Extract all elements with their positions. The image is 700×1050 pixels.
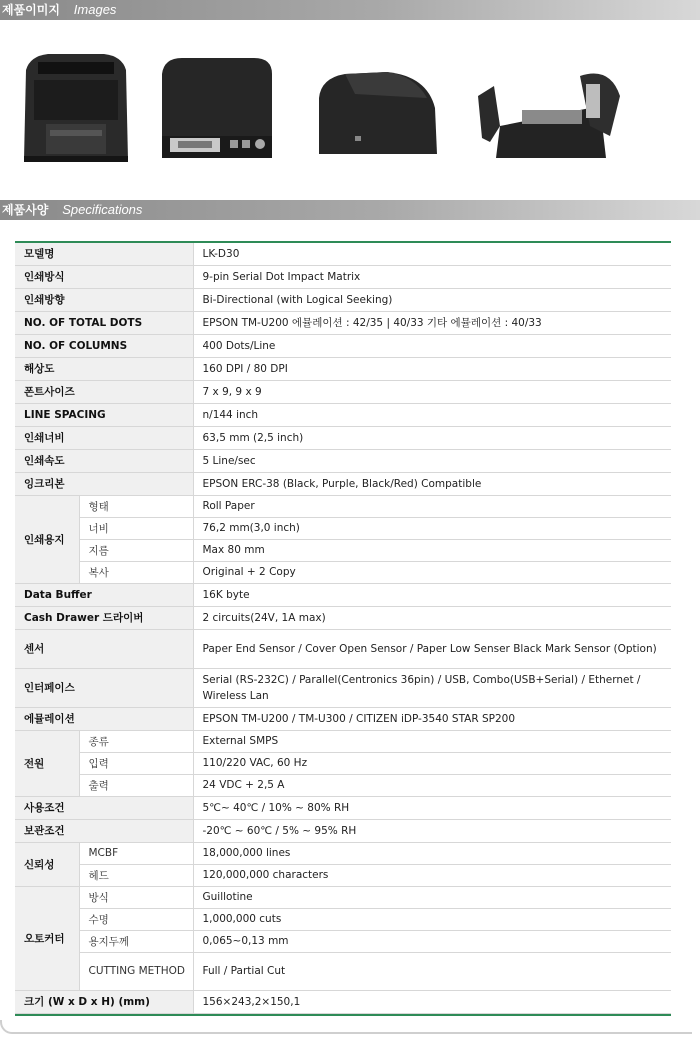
spec-value: Max 80 mm <box>193 539 671 561</box>
spec-label: LINE SPACING <box>15 403 193 426</box>
spec-label: 인쇄속도 <box>15 449 193 472</box>
images-title-en: Images <box>73 2 117 17</box>
spec-label: 인쇄너비 <box>15 426 193 449</box>
table-row <box>15 730 671 752</box>
printer-front-image <box>20 48 132 166</box>
table-row <box>15 357 671 380</box>
table-row <box>15 842 671 864</box>
table-row <box>15 472 671 495</box>
spec-value: 7 x 9, 9 x 9 <box>193 380 671 403</box>
spec-label: 인쇄방식 <box>15 265 193 288</box>
spec-label: 인터페이스 <box>15 668 193 707</box>
table-row <box>15 495 671 517</box>
spec-value: 24 VDC + 2,5 A <box>193 774 671 796</box>
spec-value: 5 Line/sec <box>193 449 671 472</box>
table-row <box>15 517 671 539</box>
spec-value: 16K byte <box>193 583 671 606</box>
table-row <box>15 243 671 265</box>
table-row <box>15 908 671 930</box>
spec-value: Serial (RS-232C) / Parallel(Centronics 36pin) / USB, Combo(USB+Serial) / Ethernet / Wireless Lan <box>193 668 671 707</box>
table-bottom-rule <box>15 1014 671 1016</box>
spec-value: Paper End Sensor / Cover Open Sensor / Paper Low Senser Black Mark Sensor (Option) <box>193 629 671 668</box>
spec-label: 센서 <box>15 629 193 668</box>
table-row <box>15 930 671 952</box>
spec-table-wrapper <box>15 241 671 1016</box>
spec-label: 보관조건 <box>15 819 193 842</box>
spec-value: 120,000,000 characters <box>193 864 671 886</box>
spec-label: 해상도 <box>15 357 193 380</box>
spec-value: Full / Partial Cut <box>193 952 671 990</box>
spec-value: 400 Dots/Line <box>193 334 671 357</box>
spec-value: 156×243,2×150,1 <box>193 990 671 1013</box>
spec-label: NO. OF TOTAL DOTS <box>15 311 193 334</box>
spec-label: 모델명 <box>15 243 193 265</box>
spec-sub-label: CUTTING METHOD <box>79 952 193 990</box>
specs-section-header <box>0 200 700 220</box>
spec-sub-label: 복사 <box>79 561 193 583</box>
spec-value: Original + 2 Copy <box>193 561 671 583</box>
table-row <box>15 752 671 774</box>
spec-value: n/144 inch <box>193 403 671 426</box>
page-frame-corner <box>0 1020 692 1034</box>
spec-value: Bi-Directional (with Logical Seeking) <box>193 288 671 311</box>
table-row <box>15 426 671 449</box>
spec-label: 폰트사이즈 <box>15 380 193 403</box>
printer-open-image <box>470 66 625 162</box>
spec-table <box>15 243 671 1014</box>
spec-group-label: 신뢰성 <box>15 842 79 886</box>
table-row <box>15 629 671 668</box>
spec-value: External SMPS <box>193 730 671 752</box>
table-row <box>15 886 671 908</box>
spec-value: 63,5 mm (2,5 inch) <box>193 426 671 449</box>
table-row <box>15 583 671 606</box>
table-row <box>15 311 671 334</box>
spec-value: 5℃~ 40℃ / 10% ~ 80% RH <box>193 796 671 819</box>
spec-value: EPSON TM-U200 / TM-U300 / CITIZEN iDP-3540 STAR SP200 <box>193 707 671 730</box>
table-row <box>15 539 671 561</box>
table-row <box>15 288 671 311</box>
printer-side-image <box>315 68 440 158</box>
spec-sub-label: 출력 <box>79 774 193 796</box>
spec-label: Cash Drawer 드라이버 <box>15 606 193 629</box>
table-row <box>15 864 671 886</box>
spec-value: EPSON TM-U200 에뮬레이션 : 42/35 | 40/33 기타 에뮬레이션 : 40/33 <box>193 311 671 334</box>
spec-label: 잉크리본 <box>15 472 193 495</box>
spec-sub-label: 수명 <box>79 908 193 930</box>
spec-value: -20℃ ~ 60℃ / 5% ~ 95% RH <box>193 819 671 842</box>
spec-value: LK-D30 <box>193 243 671 265</box>
table-row <box>15 990 671 1013</box>
spec-group-label: 오토커터 <box>15 886 79 990</box>
spec-value: 160 DPI / 80 DPI <box>193 357 671 380</box>
spec-label: 사용조건 <box>15 796 193 819</box>
spec-label: Data Buffer <box>15 583 193 606</box>
spec-label: 인쇄방향 <box>15 288 193 311</box>
spec-value: 1,000,000 cuts <box>193 908 671 930</box>
spec-group-label: 인쇄용지 <box>15 495 79 583</box>
spec-sub-label: 지름 <box>79 539 193 561</box>
table-row <box>15 380 671 403</box>
table-row <box>15 668 671 707</box>
spec-sub-label: 너비 <box>79 517 193 539</box>
spec-value: Roll Paper <box>193 495 671 517</box>
specs-title-ko: 제품사양 <box>2 203 49 217</box>
images-section-header <box>0 0 700 20</box>
table-row <box>15 561 671 583</box>
table-row <box>15 334 671 357</box>
table-row <box>15 265 671 288</box>
specs-title-en: Specifications <box>62 202 143 217</box>
spec-sub-label: MCBF <box>79 842 193 864</box>
table-row <box>15 449 671 472</box>
spec-label: 에뮬레이션 <box>15 707 193 730</box>
table-row <box>15 952 671 990</box>
spec-sub-label: 용지두께 <box>79 930 193 952</box>
spec-label: NO. OF COLUMNS <box>15 334 193 357</box>
table-row <box>15 606 671 629</box>
table-row <box>15 796 671 819</box>
images-title-ko: 제품이미지 <box>2 3 60 17</box>
table-row <box>15 819 671 842</box>
spec-value: Guillotine <box>193 886 671 908</box>
spec-label: 크기 (W x D x H) (mm) <box>15 990 193 1013</box>
table-row <box>15 774 671 796</box>
spec-group-label: 전원 <box>15 730 79 796</box>
table-row <box>15 707 671 730</box>
printer-rear-image <box>158 54 276 164</box>
spec-value: 110/220 VAC, 60 Hz <box>193 752 671 774</box>
spec-value: 76,2 mm(3,0 inch) <box>193 517 671 539</box>
spec-sub-label: 방식 <box>79 886 193 908</box>
spec-value: 18,000,000 lines <box>193 842 671 864</box>
spec-value: EPSON ERC-38 (Black, Purple, Black/Red) Compatible <box>193 472 671 495</box>
spec-value: 9-pin Serial Dot Impact Matrix <box>193 265 671 288</box>
spec-value: 0,065~0,13 mm <box>193 930 671 952</box>
spec-value: 2 circuits(24V, 1A max) <box>193 606 671 629</box>
product-images <box>0 20 700 200</box>
table-row <box>15 403 671 426</box>
spec-sub-label: 종류 <box>79 730 193 752</box>
spec-sub-label: 헤드 <box>79 864 193 886</box>
spec-sub-label: 형태 <box>79 495 193 517</box>
spec-sub-label: 입력 <box>79 752 193 774</box>
